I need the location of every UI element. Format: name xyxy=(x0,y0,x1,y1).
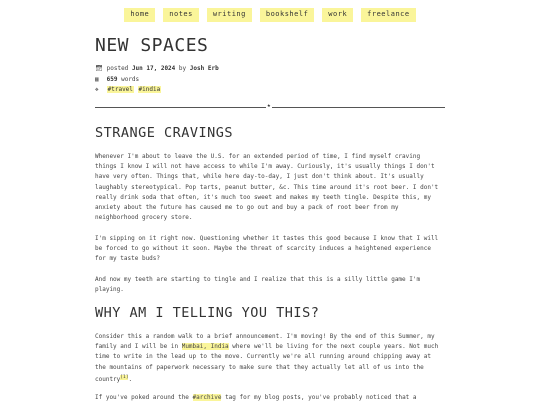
words-label: words xyxy=(121,75,140,83)
paragraph-2 xyxy=(95,234,445,265)
by-label: by xyxy=(178,65,187,72)
archive-tag-link[interactable]: #archive xyxy=(192,394,222,401)
tag-travel[interactable]: #travel xyxy=(107,86,133,93)
p4-part-b: where we'll be living for the next couple years. Not much time to write in the lead up to the move. Currently we're all running around chipping away at the mountains of paperwork necessary to make sure that they actually let all of us into the country xyxy=(95,343,439,383)
paragraph-1-text: Whenever I'm about to leave the U.S. for an extended period of time, I find myself craving things I know I will not have access to while I'm away. Curiously, it's usually things I don't have very often. Things that, while here day-to-day, I just don't think about. It's usually laughably stereotypical. Pop tarts, peanut butter, &c. This time around it's root beer. I don't really drink soda that often, it's much too sweet and makes my teeth tingle. Despite this, my anxiety about the future has caused me to go out and buy a pack of root beer from my neighborhood grocery store. xyxy=(95,153,439,222)
calendar-icon: 📅︎ xyxy=(95,65,103,72)
tags-line xyxy=(95,85,445,96)
tag-india[interactable]: #india xyxy=(138,86,161,93)
post-title: NEW SPACES xyxy=(95,35,209,56)
paragraph-3 xyxy=(95,275,445,295)
post-date-line xyxy=(95,64,445,75)
paragraph-3-text: And now my teeth are starting to tingle and I realize that this is a silly little game I'm playing. xyxy=(95,276,421,294)
paragraph-4 xyxy=(95,332,445,385)
mumbai-link[interactable]: Mumbai, India xyxy=(181,343,229,351)
nav-notes[interactable]: notes xyxy=(163,8,199,22)
section-why xyxy=(95,305,445,321)
divider-star: ★ xyxy=(267,102,271,109)
paragraph-5-text xyxy=(95,393,445,403)
p5-part-b: tag for my blog posts, you've probably noticed that a xyxy=(221,394,417,401)
word-count-line xyxy=(95,75,445,86)
post-meta xyxy=(95,64,445,96)
heading-why: WHY AM I TELLING YOU THIS? xyxy=(95,305,320,321)
paragraph-1 xyxy=(95,152,445,223)
nav-writing[interactable]: writing xyxy=(207,8,252,22)
p5-part-a: If you've poked around the xyxy=(95,394,193,401)
p4-part-a: Consider this a random walk to a brief announcement. I'm moving! By the end of this Summer, my family and I will be in xyxy=(95,333,435,351)
p4-part-c: . xyxy=(128,375,133,383)
posted-label: posted xyxy=(106,65,129,72)
section-strange-cravings xyxy=(95,125,445,141)
nav-work[interactable]: work xyxy=(322,8,353,22)
tag-icon: ❖ xyxy=(95,86,99,93)
nav-freelance[interactable]: freelance xyxy=(361,8,415,22)
word-count: 659 xyxy=(106,75,118,83)
nav-bookshelf[interactable]: bookshelf xyxy=(260,8,314,22)
heading-strange-cravings: STRANGE CRAVINGS xyxy=(95,125,234,141)
post-date: Jun 17, 2024 xyxy=(131,65,176,72)
post-header xyxy=(95,35,445,56)
counter-icon: ▦ xyxy=(95,75,99,83)
post-author: Josh Erb xyxy=(189,65,219,72)
paragraph-2-text: I'm sipping on it right now. Questioning whether it tastes this good because I know that I will be forced to go without it soon. Maybe the threat of scarcity induces a heightened experience for my taste buds? xyxy=(95,235,439,263)
nav-home[interactable]: home xyxy=(124,8,155,22)
footnote-1-link[interactable]: [1] xyxy=(120,374,129,380)
top-nav xyxy=(0,8,540,22)
section-divider xyxy=(95,102,445,109)
paragraph-4-text xyxy=(95,332,445,385)
paragraph-5 xyxy=(95,393,445,403)
